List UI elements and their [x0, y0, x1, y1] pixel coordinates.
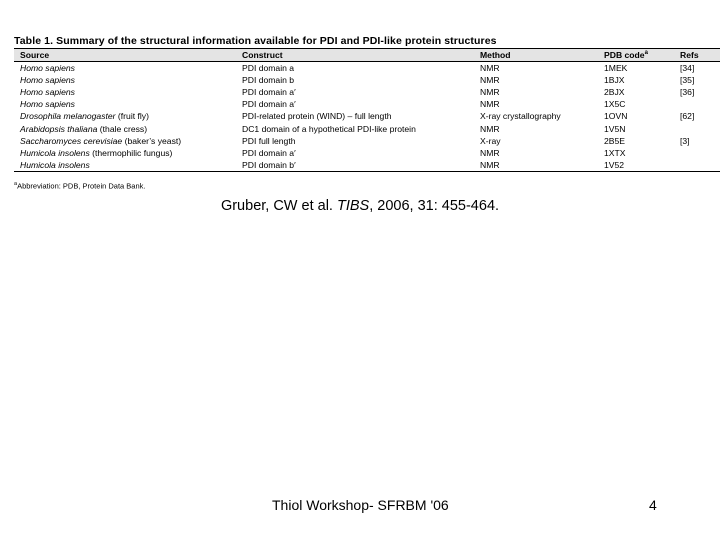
- cell-refs: [35]: [680, 75, 695, 86]
- species-name: Humicola insolens: [20, 147, 90, 158]
- cell-method: NMR: [480, 123, 500, 134]
- cell-pdb-code: 1MEK: [604, 63, 628, 74]
- cell-method: NMR: [480, 63, 500, 74]
- cell-source: [14, 98, 236, 110]
- cell-refs: [674, 122, 720, 134]
- common-name: (baker’s yeast): [122, 135, 182, 146]
- common-name: (thale cress): [97, 123, 148, 134]
- cell-refs: [3]: [680, 135, 690, 146]
- header-source: Source: [14, 49, 236, 62]
- cell-source: [14, 135, 236, 147]
- cell-method: NMR: [474, 159, 598, 172]
- footnote-text: Abbreviation: PDB, Protein Data Bank.: [17, 181, 146, 191]
- cell-method: X-ray: [480, 135, 501, 146]
- table-row: [14, 110, 720, 122]
- cell-construct: PDI full length: [242, 135, 296, 146]
- header-construct: Construct: [236, 49, 474, 62]
- cell-refs: [36]: [680, 87, 695, 98]
- table-row: [14, 74, 720, 86]
- cell-method: NMR: [480, 75, 500, 86]
- table-row: [14, 159, 720, 172]
- cell-source: [14, 74, 236, 86]
- cell-pdb-code: 2B5E: [604, 135, 626, 146]
- cell-refs: [674, 159, 720, 172]
- header-pdb-code: [598, 49, 674, 62]
- table-footnote: [14, 181, 145, 191]
- cell-refs: [34]: [680, 63, 695, 74]
- common-name: (thermophilic fungus): [89, 147, 173, 158]
- cell-source: [14, 86, 236, 98]
- cell-method: NMR: [480, 147, 500, 158]
- cell-construct: DC1 domain of a hypothetical PDI-like protein: [242, 123, 416, 134]
- species-name: Arabidopsis thaliana: [20, 123, 98, 134]
- cell-pdb-code: 1V52: [598, 159, 674, 172]
- table-row: [14, 86, 720, 98]
- table-row: [14, 122, 720, 134]
- slide-page-number: 4: [649, 497, 657, 513]
- cell-pdb-code: 1X5C: [604, 99, 626, 110]
- table-title: Table 1. Summary of the structural information available for PDI and PDI-like protein structures: [14, 35, 497, 47]
- cell-source: [14, 122, 236, 134]
- cell-method: NMR: [480, 99, 500, 110]
- cell-pdb-code: 1OVN: [604, 111, 628, 122]
- citation-journal: TIBS: [337, 198, 370, 214]
- citation: [0, 198, 720, 214]
- header-pdb-code-label: PDB code: [604, 50, 645, 60]
- cell-refs: [674, 147, 720, 159]
- cell-construct: PDI domain a′: [242, 99, 296, 110]
- cell-pdb-code: 1V5N: [604, 123, 626, 134]
- cell-construct: PDI domain b′: [236, 159, 474, 172]
- species-name: Homo sapiens: [20, 87, 75, 98]
- citation-authors: Gruber, CW et al.: [220, 198, 337, 214]
- header-method: Method: [474, 49, 598, 62]
- table-body: [14, 62, 720, 172]
- cell-source: [14, 147, 236, 159]
- species-name: Homo sapiens: [20, 99, 75, 110]
- structure-table-container: [14, 48, 720, 172]
- header-refs: Refs: [674, 49, 720, 62]
- cell-construct: PDI domain b: [242, 75, 295, 86]
- footnote-mark: a: [14, 181, 18, 187]
- cell-pdb-code: 2BJX: [604, 87, 625, 98]
- cell-pdb-code: 1BJX: [604, 75, 625, 86]
- species-name: Saccharomyces cerevisiae: [20, 135, 123, 146]
- slide-footer: Thiol Workshop- SFRBM '06: [272, 497, 449, 513]
- table-header-row: [14, 49, 720, 62]
- cell-refs: [674, 98, 720, 110]
- cell-construct: PDI-related protein (WIND) – full length: [242, 111, 392, 122]
- species-name: Humicola insolens: [20, 159, 90, 170]
- structure-table: [14, 49, 720, 172]
- cell-construct: PDI domain a′: [242, 147, 296, 158]
- cell-method: NMR: [480, 87, 500, 98]
- table-row: [14, 135, 720, 147]
- table-row: [14, 147, 720, 159]
- cell-source: [14, 159, 236, 172]
- cell-refs: [62]: [680, 111, 695, 122]
- cell-construct: PDI domain a: [242, 63, 295, 74]
- header-pdb-footnote-mark: a: [644, 50, 648, 57]
- table-row: [14, 98, 720, 110]
- common-name: (fruit fly): [115, 111, 149, 122]
- table-row: [14, 62, 720, 75]
- cell-source: [14, 110, 236, 122]
- species-name: Drosophila melanogaster: [20, 111, 116, 122]
- cell-source: [14, 62, 236, 75]
- citation-details: , 2006, 31: 455-464.: [369, 198, 500, 214]
- species-name: Homo sapiens: [20, 75, 75, 86]
- cell-pdb-code: 1XTX: [604, 147, 626, 158]
- cell-construct: PDI domain a′: [242, 87, 296, 98]
- species-name: Homo sapiens: [20, 63, 75, 74]
- cell-method: X-ray crystallography: [480, 111, 561, 122]
